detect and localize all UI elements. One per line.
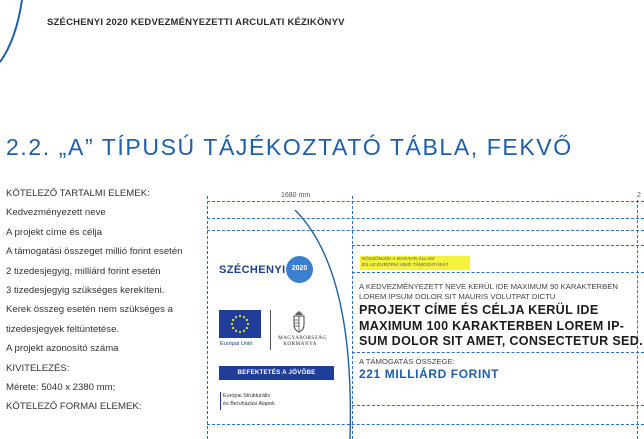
szechenyi-year: 2020 [291,265,308,272]
funds-bar [220,392,221,410]
beneficiary-line: A KEDVEZMÉNYEZETT NEVE KERÜL IDE MAXIMUM 90 KARAKTERBEN [359,282,618,291]
project-title-line: SUM DOLOR SIT AMET, CONSECTETUR SED. [359,334,643,348]
spec-line: KÖTELEZŐ FORMAI ELEMEK: [6,401,142,413]
project-title-line: MAXIMUM 100 KARAKTERBEN LOREM IP- [359,318,625,333]
spec-line: Mérete: 5040 x 2380 mm; [6,381,116,393]
project-title [359,303,643,350]
government-label-line: KORMÁNYA [283,341,317,348]
guide-line [352,352,644,353]
spec-line: KIVITELEZÉS: [6,362,70,374]
guide-line [352,405,644,406]
funds-label [223,392,275,408]
funds-label-line: Európai Strukturális [223,393,271,399]
dimension-line-top [207,201,644,202]
thanks-line: ÉS AZ EURÓPAI UNIÓ TÁMOGATÁSÁT [362,263,449,268]
guide-line [352,272,644,273]
funds-label-line: és Beruházási Alapok [223,401,275,407]
guide-line [207,196,208,439]
beneficiary-line: LOREM IPSUM DOLOR SIT MAURIS VOLUTPAT DICTU [359,292,556,301]
project-title-line: PROJEKT CÍME ÉS CÉLJA KERÜL IDE [359,303,599,317]
document-header: SZÉCHENYI 2020 KEDVEZMÉNYEZETTI ARCULATI KÉZIKÖNYV [47,17,345,28]
coat-of-arms-icon [291,311,307,333]
guide-line [352,245,644,246]
spec-line: Kedvezményezett neve [6,207,106,219]
beneficiary-name [359,282,618,302]
support-amount-label: A TÁMOGATÁS ÖSSZEGE: [359,357,455,366]
spec-list [6,184,206,417]
government-label-line: MAGYARORSZÁG [278,335,327,341]
eu-label: Európai Unió [220,341,253,347]
spec-line: 2 tizedesjegyig, milliárd forint esetén [6,265,161,277]
spec-line: A támogatási összeget millió forint esetén [6,246,183,258]
spec-line: A projekt azonosító száma [6,343,119,355]
spec-line: tizedesjegyek feltüntetése. [6,323,120,335]
logo-divider [270,310,271,350]
section-title: 2.2. „A” TÍPUSÚ TÁJÉKOZTATÓ TÁBLA, FEKVŐ [6,134,573,160]
page-corner-arc [0,0,40,90]
spec-line: KÖTELEZŐ TARTALMI ELEMEK: [6,188,150,199]
spec-line: A projekt címe és célja [6,226,102,238]
cut-dimension-label: 2 [637,192,641,199]
thanks-text [362,257,449,269]
eu-flag-icon [219,310,261,338]
spec-line: Kerek összeg esetén nem szükséges a [6,304,173,316]
invest-banner-label: BEFEKTETÉS A JÖVŐBE [237,369,316,376]
support-amount: 221 MILLIÁRD FORINT [359,367,500,381]
width-dimension-label: 1680 mm [281,192,311,199]
thanks-line: KÖSZÖNJÜK A MAGYAR ÁLLAM [362,257,435,262]
szechenyi-logo-text: SZÉCHENYI [219,264,286,276]
spec-line: 3 tizedesjegyig szükséges kerekíteni. [6,284,165,296]
government-label [278,335,327,348]
